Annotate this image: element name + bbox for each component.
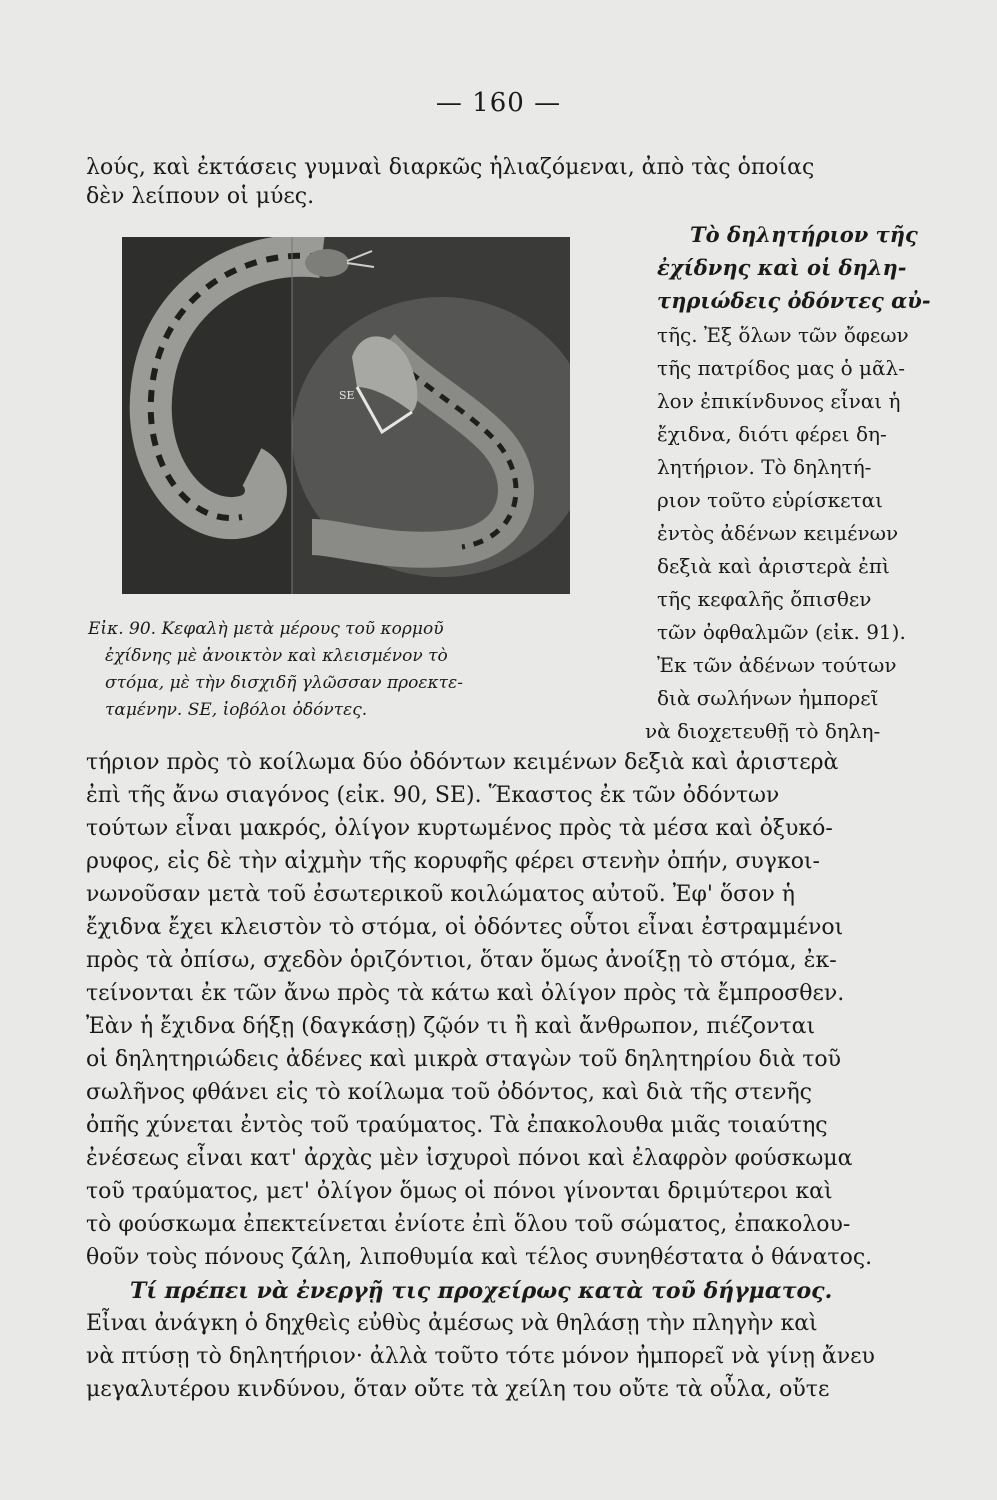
figure-label: SE: [339, 389, 355, 402]
right-column-line: λον ἐπικίνδυνος εἶναι ἡ: [657, 389, 901, 413]
right-column-line: ριον τοῦτο εὑρίσκεται: [657, 488, 883, 512]
body-line: ἐνέσεως εἶναι κατ' ἀρχὰς μὲν ἰσχυροὶ πόνοι καὶ ἐλαφρὸν φούσκωμα: [86, 1146, 853, 1171]
right-column-line: Ἐκ τῶν ἀδένων τούτων: [657, 653, 897, 677]
body-line: ὀπῆς χύνεται ἐντὸς τοῦ τραύματος. Τὰ ἐπακολουθα μιᾶς τοιαύτης: [86, 1113, 828, 1138]
figure-caption-line: ἐχίδνης μὲ ἀνοικτὸν καὶ κλεισμένον τὸ: [105, 646, 448, 666]
body-line: πρὸς τὰ ὀπίσω, σχεδὸν ὁριζόντιοι, ὅταν ὅμως ἀνοίξῃ τὸ στόμα, ἐκ-: [86, 948, 837, 973]
body-line: σωλῆνος φθάνει εἰς τὸ κοίλωμα τοῦ ὀδόντος, καὶ διὰ τῆς στενῆς: [86, 1080, 812, 1105]
snake-head-figure: [122, 237, 570, 594]
right-column-line: νὰ διοχετευθῇ τὸ δηλη-: [645, 719, 881, 743]
body-line: τείνονται ἐκ τῶν ἄνω πρὸς τὰ κάτω καὶ ὀλίγον πρὸς τὰ ἔμπροσθεν.: [86, 981, 845, 1006]
body-line: ἐπὶ τῆς ἄνω σιαγόνος (εἰκ. 90, SE). Ἕκαστος ἐκ τῶν ὀδόντων: [86, 783, 780, 808]
right-column-line: λητήριον. Τὸ δηλητή-: [657, 455, 872, 479]
text-line: δὲν λείπουν οἱ μύες.: [86, 184, 315, 209]
body-line: νωνοῦσαν μετὰ τοῦ ἐσωτερικοῦ κοιλώματος αὐτοῦ. Ἐφ' ὅσον ἡ: [86, 882, 795, 907]
right-column-line: τῆς κεφαλῆς ὄπισθεν: [657, 587, 872, 611]
right-column-line: δεξιὰ καὶ ἀριστερὰ ἐπὶ: [657, 554, 890, 578]
page-number: — 160 —: [435, 88, 562, 118]
figure-caption-line: Εἰκ. 90. Κεφαλὴ μετὰ μέρους τοῦ κορμοῦ: [88, 619, 444, 639]
right-column-line: ἐντὸς ἀδένων κειμένων: [657, 521, 899, 545]
body-line: οἱ δηλητηριώδεις ἀδένες καὶ μικρὰ σταγὼν τοῦ δηλητηρίου διὰ τοῦ: [86, 1047, 841, 1072]
right-column-line: ἔχιδνα, διότι φέρει δη-: [657, 422, 887, 446]
subheading: Τί πρέπει νὰ ἐνεργῇ τις προχείρως κατὰ τοῦ δήγματος.: [130, 1278, 833, 1304]
figure-caption-line: στόμα, μὲ τὴν δισχιδῆ γλῶσσαν προεκτε-: [105, 673, 463, 693]
body-line: θοῦν τοὺς πόνους ζάλη, λιποθυμία καὶ τέλος συνηθέστατα ὁ θάνατος.: [86, 1245, 873, 1270]
section-heading-line: τηριώδεις ὀδόντες αὐ-: [657, 288, 931, 313]
right-column-line: τῆς πατρίδος μας ὁ μᾶλ-: [657, 356, 905, 380]
body-line: Ἐὰν ἡ ἔχιδνα δήξῃ (δαγκάσῃ) ζῷόν τι ἢ καὶ ἄνθρωπον, πιέζονται: [86, 1014, 816, 1039]
body-line: τούτων εἶναι μακρός, ὀλίγον κυρτωμένος πρὸς τὰ μέσα καὶ ὀξυκό-: [86, 816, 833, 841]
body-line: νὰ πτύσῃ τὸ δηλητήριον· ἀλλὰ τοῦτο τότε μόνον ἠμπορεῖ νὰ γίνῃ ἄνευ: [86, 1344, 875, 1369]
right-column-line: τῶν ὀφθαλμῶν (εἰκ. 91).: [657, 620, 906, 644]
figure-caption-line: ταμένην. SE, ἰοβόλοι ὀδόντες.: [105, 700, 368, 720]
viper-illustration: [122, 237, 570, 594]
body-line: τοῦ τραύματος, μετ' ὀλίγον ὅμως οἱ πόνοι γίνονται δριμύτεροι καὶ: [86, 1179, 833, 1204]
body-line: Εἶναι ἀνάγκη ὁ δηχθεὶς εὐθὺς ἀμέσως νὰ θηλάσῃ τὴν πληγὴν καὶ: [86, 1311, 818, 1336]
body-line: τὸ φούσκωμα ἐπεκτείνεται ἐνίοτε ἐπὶ ὅλου τοῦ σώματος, ἐπακολου-: [86, 1212, 851, 1237]
section-heading-line: Τὸ δηλητήριον τῆς: [690, 222, 918, 247]
body-line: μεγαλυτέρου κινδύνου, ὅταν οὔτε τὰ χείλη του οὔτε τὰ οὖλα, οὔτε: [86, 1377, 830, 1402]
body-line: ρυφος, εἰς δὲ τὴν αἰχμὴν τῆς κορυφῆς φέρει στενὴν ὀπήν, συγκοι-: [86, 849, 820, 874]
body-line: ἔχιδνα ἔχει κλειστὸν τὸ στόμα, οἱ ὀδόντες οὗτοι εἶναι ἐστραμμένοι: [86, 915, 844, 940]
section-heading-line: ἐχίδνης καὶ οἱ δηλη-: [657, 255, 907, 280]
body-line: τήριον πρὸς τὸ κοίλωμα δύο ὀδόντων κειμένων δεξιὰ καὶ ἀριστερὰ: [86, 750, 839, 775]
text-line: λούς, καὶ ἐκτάσεις γυμναὶ διαρκῶς ἡλιαζόμεναι, ἀπὸ τὰς ὁποίας: [86, 155, 815, 180]
right-column-line: τῆς. Ἐξ ὅλων τῶν ὄφεων: [657, 323, 909, 347]
right-column-line: διὰ σωλήνων ἠμπορεῖ: [657, 686, 879, 710]
